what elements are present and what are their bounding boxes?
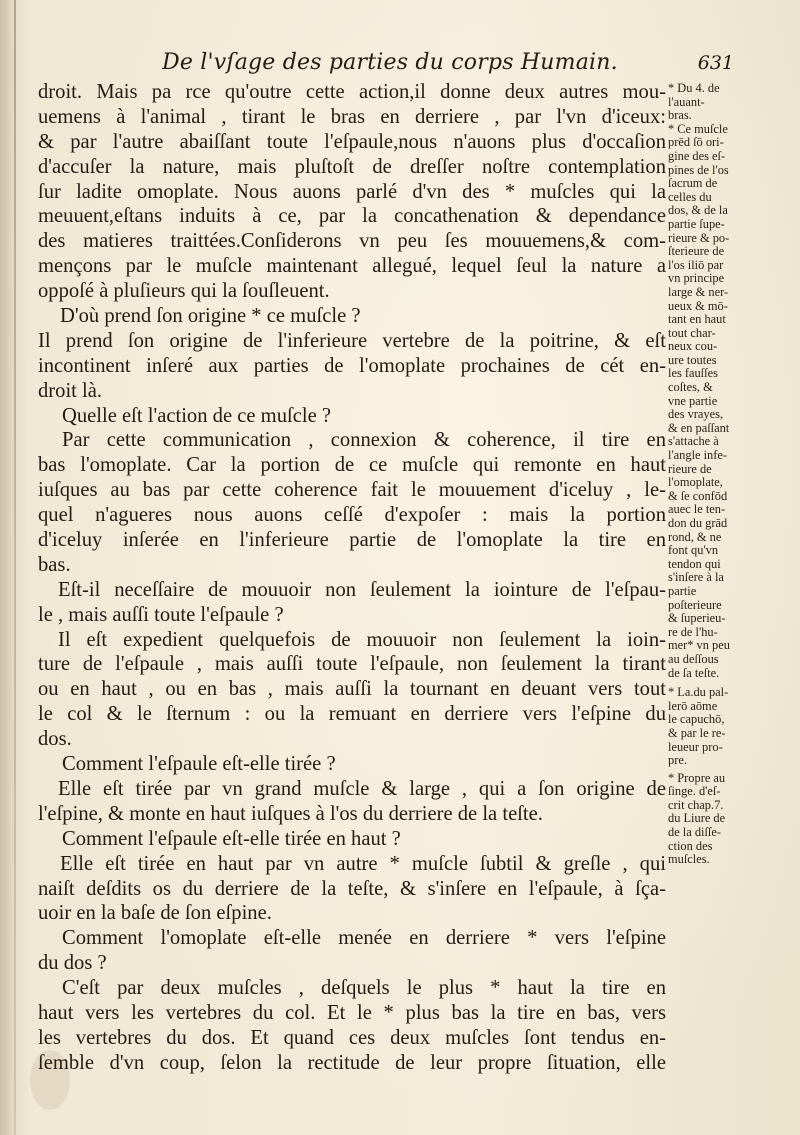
margin-note-line: lerō aōme	[668, 698, 718, 713]
margin-note-line: l'angle infe-	[668, 448, 727, 463]
body-line: quel n'agueres nous auons ceſſé d'expoſer : mais la portion	[38, 504, 666, 527]
margin-note-line: les fauſſes	[668, 366, 718, 381]
running-title: De l'vſage des parties du corps Humain.	[162, 50, 618, 75]
margin-note-line: au deſſous	[668, 651, 719, 666]
margin-note-line: pre.	[668, 753, 687, 768]
margin-note-line: * Du 4. de	[668, 81, 720, 95]
body-line: bas.	[38, 553, 71, 576]
margin-note-line: s'attache à	[668, 434, 719, 449]
body-line: d'iceluy inſerée en l'inferieure partie de l'omoplate la tire en	[38, 529, 666, 552]
body-line: incontinent inſeré aux parties de l'omoplate prochaines de cét en-	[38, 354, 666, 377]
body-line: & par l'autre abaiſſant toute l'eſpaule,nous n'auons plus d'occaſion	[38, 130, 666, 153]
body-line: le col & le ſternum : ou la remuant en derriere vers l'eſpine du	[38, 703, 666, 726]
question-line: Eſt-il neceſſaire de mouuoir non ſeulement la iointure de l'eſpau-	[58, 578, 666, 601]
body-line: Il prend ſon origine de l'inferieure vertebre de la poitrine, & eſt	[38, 329, 666, 352]
margin-notes	[668, 82, 768, 1092]
body-line: oppoſé à pluſieurs qui la ſouſleuent.	[38, 280, 330, 303]
question-line: Comment l'omoplate eſt-elle menée en derriere * vers l'eſpine	[62, 927, 666, 950]
margin-note-line: neux cou-	[668, 339, 718, 354]
margin-note-line: tendon qui	[668, 556, 721, 571]
page-number: 631	[697, 52, 734, 74]
margin-note-line: bras.	[668, 108, 692, 123]
margin-note-line: font qu'vn	[668, 543, 719, 558]
margin-note-line: large & ner-	[668, 284, 729, 299]
margin-note-line: vne partie	[668, 393, 718, 408]
body-line: d'accuſer la nature, mais pluſtoſt de dreſſer noſtre contemplation	[38, 155, 666, 178]
margin-note-line: coſtes, &	[668, 380, 713, 395]
question-line: Comment l'eſpaule eſt-elle tirée ?	[62, 753, 336, 776]
margin-note-line: crit chap.7.	[668, 797, 724, 812]
body-line: bas l'omoplate. Car la portion de ce muſcle qui remonte en haut	[38, 454, 666, 477]
margin-note-line: des vrayes,	[668, 407, 724, 422]
running-head	[120, 48, 760, 80]
margin-note-line: partie ſupe-	[668, 216, 725, 231]
body-line: dos.	[38, 728, 72, 751]
binding-gutter	[14, 0, 16, 1135]
margin-note-line: ſterieure de	[668, 244, 725, 259]
margin-note-line: tout char-	[668, 325, 716, 340]
margin-note-line: ure toutes	[668, 352, 717, 367]
body-line: C'eſt par deux muſcles , deſquels le plus * haut la tire en	[62, 977, 666, 1000]
margin-note-line: dos, & de la	[668, 203, 728, 218]
body-line: uoir en la baſe de ſon eſpine.	[38, 902, 272, 925]
body-line: uemens à l'animal , tirant le bras en derriere , par l'vn d'iceux:	[38, 105, 666, 128]
margin-note-line: ſinge. d'eſ-	[668, 784, 721, 799]
margin-note-line: ction des	[668, 838, 713, 853]
margin-note-line: gine des eſ-	[668, 148, 726, 163]
margin-note-line: ſacrum de	[668, 176, 718, 191]
margin-note-line: l'os iliō par	[668, 257, 724, 272]
margin-note-line: & ſe confōd	[668, 488, 728, 503]
margin-note-line: vn principe	[668, 271, 725, 286]
margin-note-line: & en paſſant	[668, 420, 730, 435]
margin-note-line: du Liure de	[668, 811, 726, 826]
question-line: Quelle eſt l'action de ce muſcle ?	[62, 404, 332, 427]
body-line: mençons par le muſcle maintenant allegué, lequel ſeul la nature a	[38, 255, 666, 278]
body-line: droit. Mais pa rce qu'outre cette action,il donne deux autres mou-	[38, 81, 666, 103]
margin-note-line: * Propre au	[668, 770, 726, 785]
margin-note-line: re de l'hu-	[668, 624, 718, 639]
body-line: droit là.	[38, 379, 103, 402]
body-line: ſemble d'vn coup, ſelon la rectitude de leur propre ſituation, elle	[38, 1051, 666, 1074]
margin-note-line: partie	[668, 583, 697, 598]
margin-note-line: le capuchō,	[668, 712, 725, 727]
body-line: iuſques au bas par cette coherence fait le mouuement d'iceluy , le-	[38, 479, 666, 502]
body-line: les vertebres du dos. Et quand ces deux muſcles ſont tendus en-	[38, 1026, 666, 1049]
margin-note-line: don du grād	[668, 516, 728, 530]
margin-note-line: mer* vn peu	[668, 638, 730, 653]
body-text	[38, 80, 666, 1110]
margin-note-line: leueur pro-	[668, 739, 723, 754]
margin-note-line: & ſuperieu-	[668, 611, 726, 626]
body-line: Elle eſt tirée en haut par vn autre * muſcle ſubtil & greſle , qui	[60, 852, 666, 875]
question-line: Comment l'eſpaule eſt-elle tirée en haut ?	[62, 827, 401, 850]
margin-note-line: pines de l'os	[668, 162, 729, 177]
body-line: ſur ladite omoplate. Nous auons parlé d'vn des * muſcles qui la	[38, 180, 666, 203]
question-line: le , mais auſſi toute l'eſpaule ?	[38, 603, 284, 626]
margin-note-line: ueux & mō-	[668, 298, 728, 313]
margin-note-line: auec le ten-	[668, 502, 726, 517]
margin-note-line: & par le re-	[668, 725, 726, 740]
margin-note-line: l'omoplate,	[668, 475, 723, 490]
margin-note-line: prēd ſō ori-	[668, 135, 724, 150]
margin-note-line: poſterieure	[668, 597, 722, 612]
margin-note-line: l'auant-	[668, 94, 705, 109]
margin-note-line: de la diſſe-	[668, 825, 721, 840]
margin-note-line: * La.du pal-	[668, 685, 729, 700]
body-line: meuuent,eſtans induits à ce, par la concathenation & dependance	[38, 205, 666, 228]
question-line: du dos ?	[38, 952, 107, 975]
body-line: ture de l'eſpaule , mais auſſi toute l'eſpaule, non ſeulement la tirant	[38, 653, 666, 676]
question-line: D'où prend ſon origine * ce muſcle ?	[60, 305, 361, 328]
margin-note-line: tant en haut	[668, 312, 726, 327]
body-line: Par cette communication , connexion & coherence, il tire en	[62, 429, 666, 452]
body-line: Elle eſt tirée par vn grand muſcle & large , qui a ſon origine de	[58, 777, 666, 800]
body-line: des matieres traittées.Conſiderons vn peu ſes mouuemens,& com-	[38, 230, 666, 253]
margin-note-line: muſcles.	[668, 852, 710, 867]
body-line: l'eſpine, & monte en haut iuſques à l'os du derriere de la teſte.	[38, 802, 543, 825]
margin-note-line: celles du	[668, 189, 712, 204]
body-line: naiſt deſdits os du derriere de la teſte, & s'inſere en l'eſpaule, à ſça-	[38, 877, 666, 900]
margin-note-line: rieure de	[668, 461, 712, 476]
margin-note-line: de ſa teſte.	[668, 665, 720, 680]
body-line: ou en haut , ou en bas , mais auſſi la tournant en deuant vers tout	[38, 678, 666, 701]
margin-note-line: rieure & po-	[668, 230, 730, 245]
body-line: Il eſt expedient quelquefois de mouuoir non ſeulement la ioin-	[58, 628, 666, 651]
margin-note-line: s'inſere à la	[668, 570, 724, 585]
margin-note-line: * Ce muſcle	[668, 121, 728, 136]
body-line: haut vers les vertebres du col. Et le * plus bas la tire en bas, vers	[38, 1001, 666, 1024]
margin-note-line: rond, & ne	[668, 529, 722, 544]
